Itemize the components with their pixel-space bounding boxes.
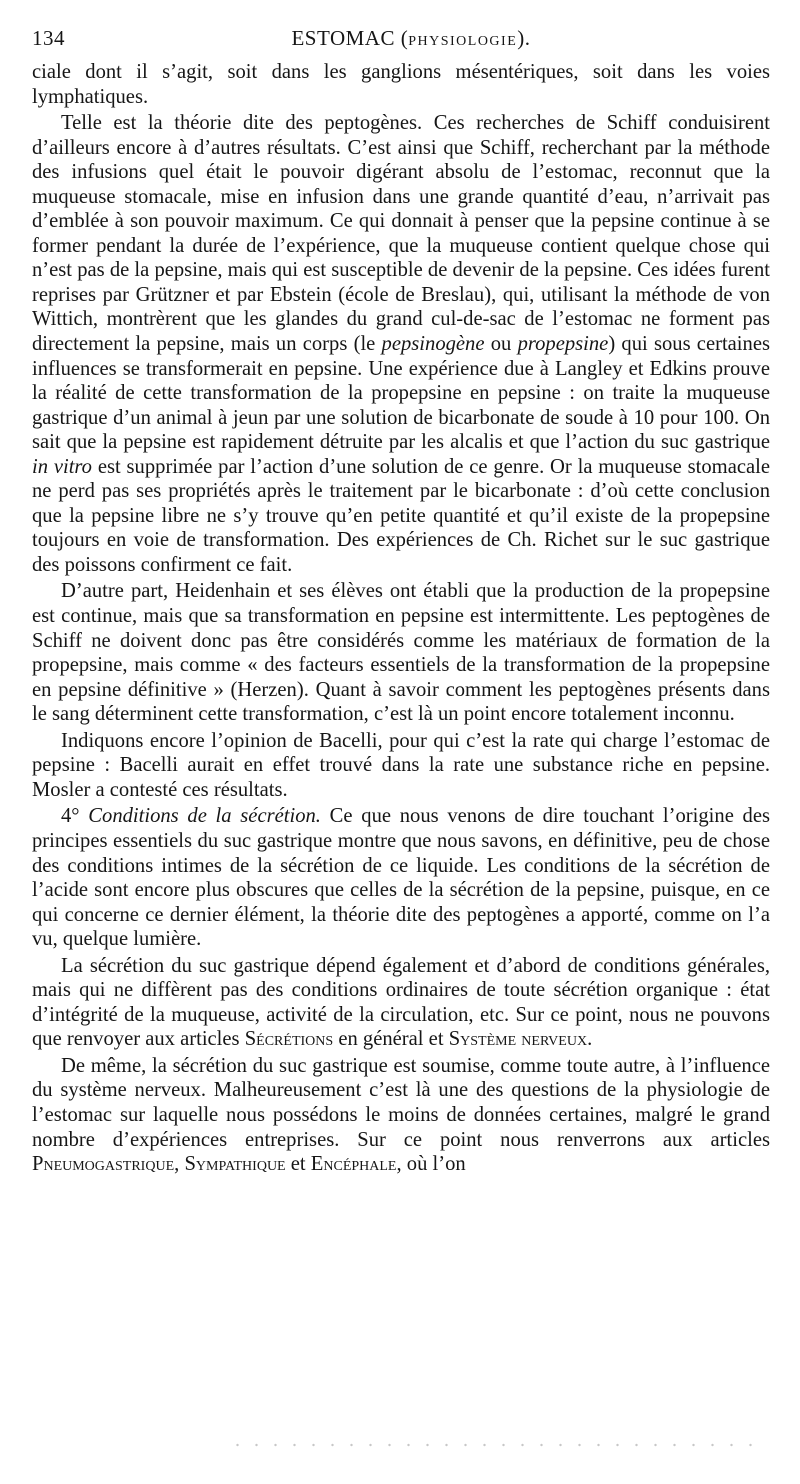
paragraph-text: Telle est la théorie dite des peptogènes. Ces recherches de Schiff conduisirent d’ailleurs encore à d’autres résultats. C’est ainsi que Schiff, recherchant par la méthode des infusions quel était le pouvoir digérant absolu de l’estomac, reconnut que la muqueuse stomacale, mise en infusion dans une grande quantité d’eau, n’arrivait pas d’emblée à son pouvoir maximum. Ce qui donnait à penser que la pepsine continue à se former pendant la durée de l’expérience, que la muqueuse contient quelque chose qui n’est pas de la pepsine, mais qui est susceptible de devenir de la pepsine. Ces idées furent reprises par Grützner et par Ebstein (école de Breslau), qui, utilisant la méthode de von Wittich, montrèrent que les glandes du grand cul-de-sac de l’estomac ne forment pas directement la pepsine, mais un corps (le bbox=[32, 112, 770, 356]
running-title-main: ESTOMAC ( bbox=[291, 26, 409, 50]
paragraph-text: ou bbox=[490, 333, 512, 356]
section-title: Conditions de la sécrétion. bbox=[88, 805, 321, 828]
running-head bbox=[32, 26, 770, 60]
paragraph-text: La sécrétion du suc gastrique dépend également et d’abord de conditions générales, mais qui ne diffèrent pas des conditions ordinaires de toute sécrétion organique : état d’intégrité de la muqueuse, activité de la circulation, etc. Sur ce point, nous ne pouvons que renvoyer aux articles bbox=[32, 954, 770, 1051]
section-number: 4° bbox=[61, 805, 80, 828]
crossref-secretions: Sécrétions bbox=[244, 1028, 334, 1051]
paragraph-conditions-generales bbox=[32, 954, 770, 1052]
running-title-end: ). bbox=[517, 26, 531, 50]
paragraph-text: De même, la sécrétion du suc gastrique est soumise, comme toute autre, à l’influence du système nerveux. Malheureusement c’est là une des questions de la physiologie de l’estomac sur laquelle nous possédons le moins de données certaines, malgré le grand nombre d’expériences entreprises. Sur ce point nous renverrons aux articles bbox=[32, 1054, 770, 1151]
scan-noise-line bbox=[228, 1441, 768, 1449]
crossref-encephale: Encéphale bbox=[310, 1153, 397, 1176]
paragraph-text: D’autre part, Heidenhain et ses élèves ont établi que la production de la propepsine est continue, mais que sa transformation en pepsine est intermittente. Les peptogènes de Schiff ne doivent donc pas être considérés comme les matériaux de formation de la propepsine, mais comme « des facteurs essentiels de la transformation de la propepsine en pepsine définitive » (Herzen). Quant à savoir comment les peptogènes présents dans le sang déterminent cette transformation, c’est là un point encore totalement inconnu. bbox=[32, 580, 770, 726]
paragraph-text: . bbox=[587, 1028, 593, 1051]
running-title-subject: PHYSIOLOGIE bbox=[408, 34, 518, 49]
paragraph-bacelli bbox=[32, 729, 770, 803]
paragraph-text: Ce que nous venons de dire touchant l’origine des principes essentiels du suc gastrique montre que nous savons, en définitive, peu de chose des conditions intimes de la sécrétion de ce liquide. Les conditions de la sécrétion de l’acide sont encore plus obscures que celles de la sécrétion de la pepsine, puisque, en ce qui concerne ce dernier élément, la théorie dite des peptogènes a apporté, comme on l’a vu, quelque lumière. bbox=[32, 805, 771, 951]
term-pepsinogene: pepsinogène bbox=[381, 333, 485, 356]
term-propepsine: propepsine bbox=[517, 333, 609, 356]
paragraph-conditions bbox=[32, 804, 770, 951]
paragraph-text: est supprimée par l’action d’une solution de ce genre. Or la muqueuse stomacale ne perd pas ses propriétés après le traitement par le bicarbonate : d’où cette conclusion que la pepsine libre ne s’y trouve qu’en petite quantité et qu’il existe de la propepsine toujours en voie de transformation. Des expériences de Ch. Richet sur le suc gastrique des poissons confirment ce fait. bbox=[32, 455, 770, 576]
paragraph-text: , où l’on bbox=[396, 1153, 466, 1176]
book-page bbox=[32, 26, 770, 1179]
paragraph-heidenhain bbox=[32, 579, 770, 726]
crossref-sympathique: Sympathique bbox=[184, 1153, 286, 1176]
page-number: 134 bbox=[32, 26, 65, 50]
paragraph-text: , bbox=[174, 1153, 180, 1176]
paragraph-text: ) qui sous certaines influences se transformerait en pepsine. Une expérience due à Langley et Edkins prouve la réalité de cette transformation de la propepsine en pepsine : on traite la muqueuse gastrique d’un animal à jeun par une solution de bicarbonate de soude à 10 pour 100. On sait que la pepsine est rapidement détruite par les alcalis et que l’action du suc gastrique bbox=[32, 333, 770, 454]
paragraph-text: Indiquons encore l’opinion de Bacelli, pour qui c’est la rate qui charge l’estomac de pepsine : Bacelli aurait en effet trouvé dans la rate une substance riche en pepsine. Mosler a contesté ces résultats. bbox=[32, 729, 770, 801]
paragraph-text: en général et bbox=[338, 1028, 444, 1051]
body-text bbox=[32, 60, 770, 1177]
paragraph-text: et bbox=[290, 1153, 306, 1176]
crossref-systeme-nerveux: Système nerveux bbox=[448, 1028, 588, 1051]
paragraph-text: ciale dont il s’agit, soit dans les ganglions mésentériques, soit dans les voies lymphatiques. bbox=[32, 61, 770, 108]
paragraph-continued bbox=[32, 60, 770, 109]
paragraph-systeme-nerveux bbox=[32, 1054, 770, 1177]
running-title bbox=[32, 26, 770, 51]
paragraph-peptogenes bbox=[32, 111, 770, 577]
term-in-vitro: in vitro bbox=[32, 455, 92, 478]
crossref-pneumogastrique: Pneumogastrique bbox=[32, 1153, 175, 1176]
